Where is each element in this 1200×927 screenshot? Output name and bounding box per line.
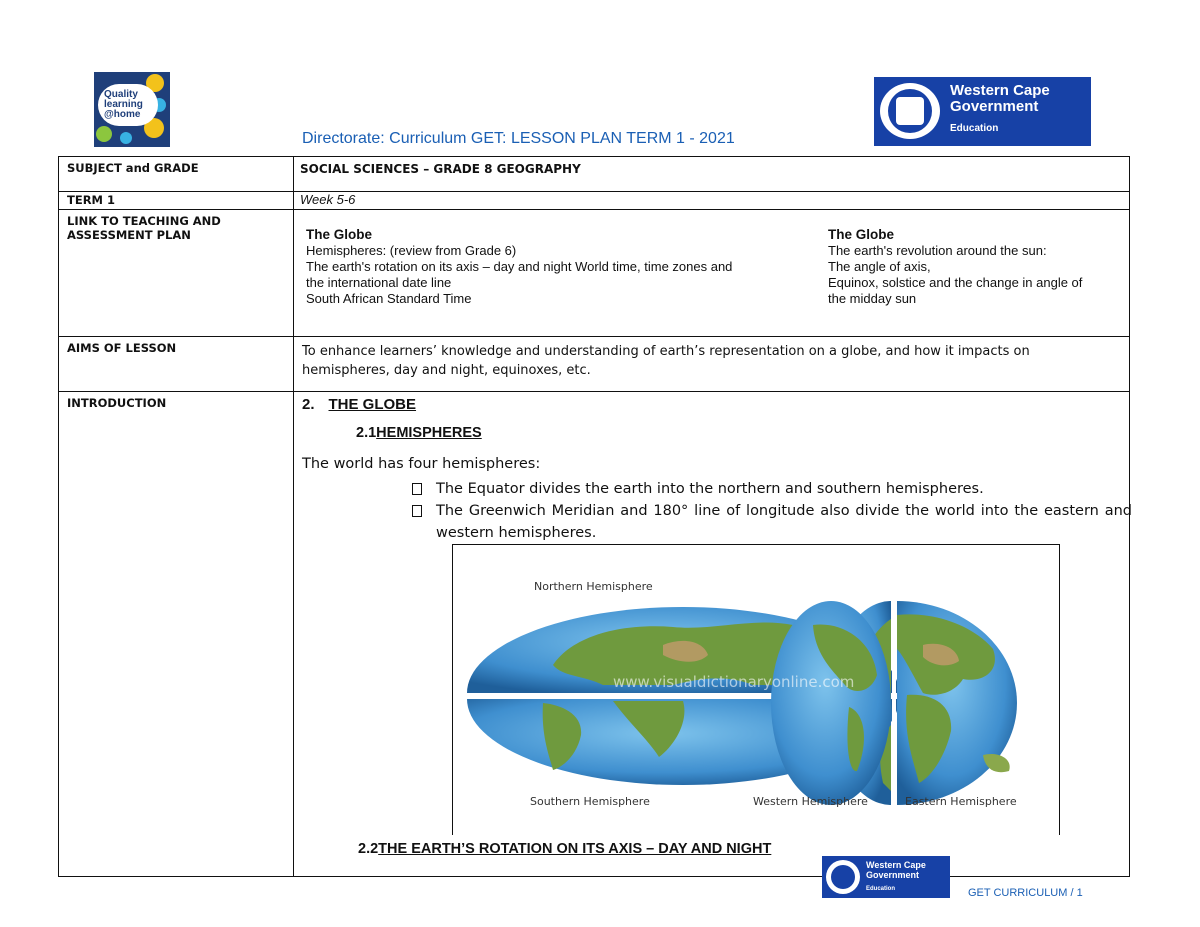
- subsection-heading-rotation: [358, 841, 771, 857]
- table-row-link: [59, 210, 1130, 337]
- link-col1-heading: The Globe: [306, 227, 373, 242]
- list-item: The Equator divides the earth into the northern and southern hemispheres.: [412, 478, 1132, 500]
- section-number: 2.: [302, 396, 315, 413]
- table-row-term: [59, 192, 1130, 210]
- subsection-number: 2.2: [358, 841, 379, 857]
- section-title: THE GLOBE: [328, 396, 417, 413]
- link-col2-heading: The Globe: [828, 227, 895, 242]
- table-row-aims: [59, 337, 1130, 392]
- link-col1-line: The earth's rotation on its axis – day and night World time, time zones and: [306, 259, 733, 274]
- term-label: TERM 1: [59, 192, 294, 210]
- introduction-label: INTRODUCTION: [59, 392, 294, 877]
- section-heading: [302, 396, 416, 413]
- eastern-hemisphere-globe: [897, 601, 1017, 805]
- aims-label: AIMS OF LESSON: [59, 337, 294, 392]
- link-column-2: [828, 227, 1082, 307]
- subsection-title: THE EARTH’S ROTATION ON ITS AXIS – DAY AND NIGHT: [378, 841, 772, 857]
- western-cape-government-logo: [874, 77, 1091, 146]
- wcg-logo-line2: Government: [950, 98, 1039, 115]
- quality-logo-text: Quality learning @home: [98, 84, 158, 126]
- list-item: The Greenwich Meridian and 180° line of longitude also divide the world into the eastern and western hemispheres.: [412, 500, 1132, 544]
- footer-wcg-logo: [822, 856, 950, 898]
- link-col2-line: the midday sun: [828, 291, 917, 306]
- wcg-logo-line1: Western Cape: [950, 82, 1050, 99]
- subsection-title: HEMISPHERES: [376, 425, 482, 441]
- northern-hemisphere-label: Northern Hemisphere: [534, 580, 653, 593]
- page-number: GET CURRICULUM / 1: [968, 887, 1083, 899]
- directorate-title: Directorate: Curriculum GET: LESSON PLAN TERM 1 - 2021: [302, 130, 735, 147]
- link-col1-line: Hemispheres: (review from Grade 6): [306, 243, 517, 258]
- subsection-heading-hemispheres: [356, 425, 482, 441]
- lesson-plan-table: [58, 156, 1130, 877]
- bullet-box-icon: [412, 505, 422, 517]
- link-col2-line: Equinox, solstice and the change in angle of: [828, 275, 1083, 290]
- western-hemisphere-globe: [697, 601, 891, 817]
- table-row-subject: [59, 157, 1130, 192]
- term-value: Week 5-6: [300, 192, 356, 207]
- western-hemisphere-label: Western Hemisphere: [753, 795, 868, 808]
- link-column-1: [306, 227, 732, 307]
- hemispheres-figure: [452, 544, 1060, 835]
- link-col1-line: South African Standard Time: [306, 291, 472, 306]
- bullet-box-icon: [412, 483, 422, 495]
- hemispheres-illustration: [453, 545, 1059, 835]
- quality-learning-logo: [94, 72, 170, 147]
- eastern-hemisphere-label: Eastern Hemisphere: [905, 795, 1017, 808]
- watermark-text: www.visualdictionaryonline.com: [613, 673, 855, 691]
- link-col2-line: The earth's revolution around the sun:: [828, 243, 1047, 258]
- subject-label: SUBJECT and GRADE: [59, 157, 294, 192]
- hemisphere-bullet-list: [412, 478, 1132, 544]
- aims-value: To enhance learners’ knowledge and understanding of earth’s representation on a globe, and how it impacts on hemispheres, day and night, equinoxes, etc.: [302, 344, 1030, 378]
- footer-logo-line3: Education: [866, 886, 896, 892]
- subject-value: SOCIAL SCIENCES – GRADE 8 GEOGRAPHY: [300, 162, 581, 176]
- coat-of-arms-icon: [880, 83, 940, 139]
- link-col2-line: The angle of axis,: [828, 259, 931, 274]
- southern-hemisphere-label: Southern Hemisphere: [530, 795, 650, 808]
- link-label: LINK TO TEACHING AND ASSESSMENT PLAN: [59, 210, 294, 337]
- intro-lead-text: The world has four hemispheres:: [302, 456, 541, 472]
- link-col1-line: the international date line: [306, 275, 452, 290]
- table-row-introduction: [59, 392, 1130, 877]
- footer-logo-line2: Government: [866, 870, 920, 880]
- subsection-number: 2.1: [356, 425, 377, 441]
- wcg-logo-line3: Education: [950, 123, 999, 134]
- coat-of-arms-icon: [826, 860, 860, 894]
- footer-logo-line1: Western Cape: [866, 860, 926, 870]
